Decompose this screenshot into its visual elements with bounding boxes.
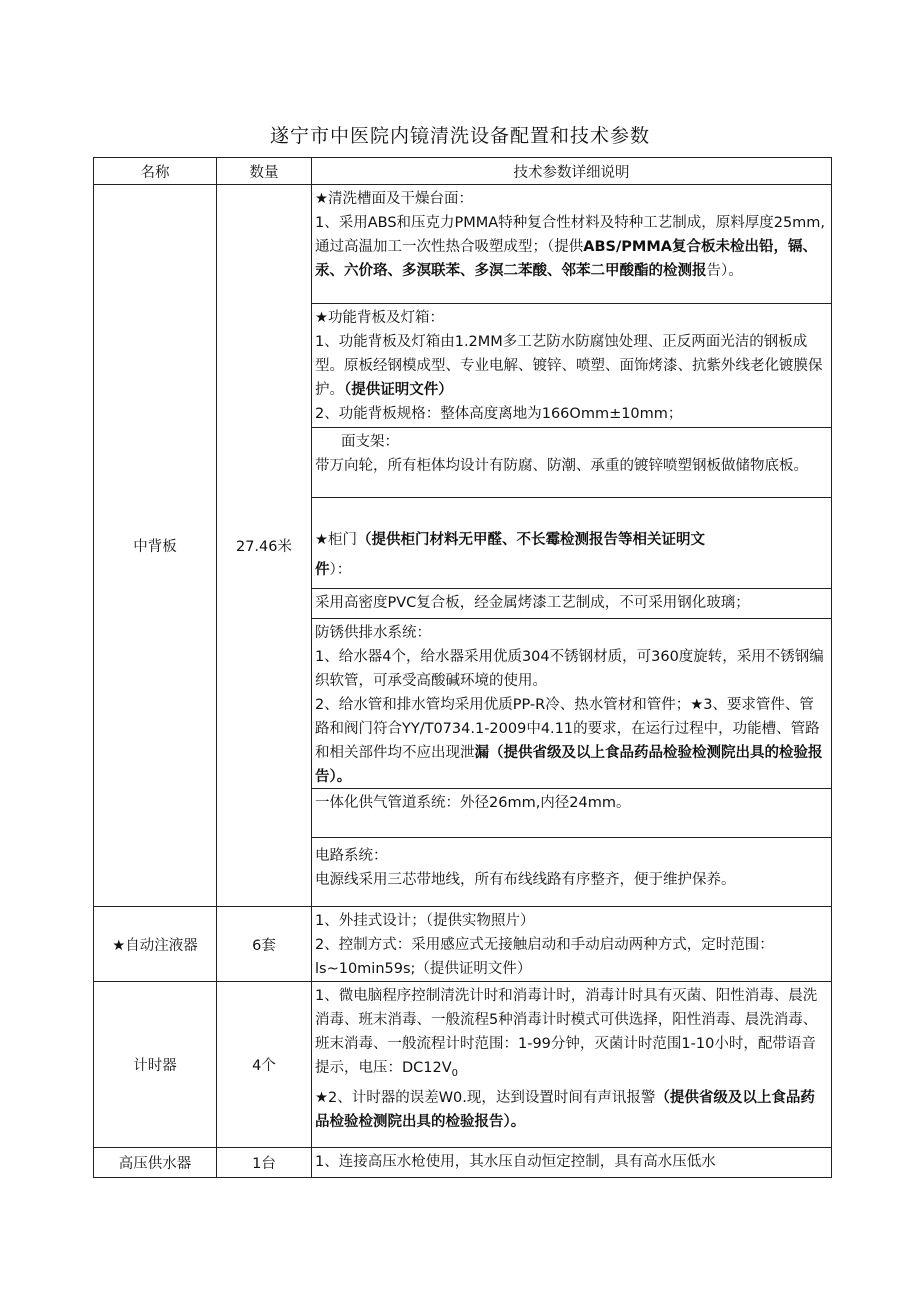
spec-line: 2、功能背板规格：整体高度离地为166Omm±10mm； [315,406,683,422]
spec-line: 防锈供排水系统： [315,625,431,641]
table-row [94,907,832,982]
spec-section [312,589,831,619]
spec-bold: （提供柜门材料无甲醛、不长霉检测报告等相关证明文 [357,532,705,548]
row-name: 计时器 [94,982,217,1148]
spec-section [312,619,831,789]
spec-line: 2、控制方式：采用感应式无接触启动和手动启动两种方式，定时范围：ls~10min59s;（提供证明文件） [315,937,774,977]
spec-bold: （提供证明文件） [344,382,453,398]
spec-section [312,907,831,981]
spec-section [312,304,831,428]
spec-section [312,982,831,1147]
table-row [94,982,832,1148]
table-header-row [94,158,832,185]
spec-line [315,330,828,402]
row-qty: 6套 [217,907,312,982]
row-name: 高压供水器 [94,1148,217,1178]
document-title: 遂宁市中医院内镜清洗设备配置和技术参数 [269,125,650,147]
spec-line: ★清洗槽面及干燥台面： [315,191,473,207]
spec-line: 电路系统： [315,848,388,864]
spec-line: 1、连接高压水枪使用，其水压自动恒定控制，具有高水压低水 [315,1154,716,1170]
row-name: 中背板 [94,185,217,907]
spec-line [315,693,828,789]
spec-line: ★功能背板及灯箱： [315,310,444,326]
spec-text: 2、给水管和排水管均采用优质PP-R冷、热水管材和管件；★3、要求管件、管路和阀门符合YY/T0734.1-2009中4.11的要求，在运行过程中，功能槽、管路和相关部件均不应出现泄 [315,697,820,761]
row-qty: 27.46米 [217,185,312,907]
spec-line [315,528,828,552]
spec-text: 1、微电脑程序控制清洗计时和消毒计时，消毒计时具有灭菌、阳性消毒、晨洗消毒、班末消毒、一般流程5种消毒计时模式可供选择，阳性消毒、晨洗消毒、班末消毒、一般流程计时范围：1-99分钟，灭菌计时范围1-10小时，配带语音提示，电压：DC12V [315,988,818,1076]
row-name: ★自动注液器 [94,907,217,982]
spec-text: ★2、计时器的误差W0.现，达到设置时间有声讯报警 [315,1089,656,1106]
spec-text: ）： [329,562,352,578]
row-detail [312,1148,832,1178]
spec-line: 带万向轮，所有柜体均设计有防腐、防潮、承重的镀锌喷塑钢板做储物底板。 [315,458,808,474]
spec-section [312,789,831,838]
spec-line: 采用高密度PVC复合板，经金属烤漆工艺制成，不可采用钢化玻璃； [315,595,750,611]
spec-line [315,984,828,1086]
row-detail [312,907,832,982]
spec-subscript: 0 [451,1067,459,1079]
spec-section [312,428,831,498]
table-row [94,1148,832,1178]
header-name: 名称 [94,158,217,185]
spec-section [312,498,831,589]
spec-section [312,1148,831,1177]
spec-text: ★柜门 [315,532,357,548]
header-qty: 数量 [217,158,312,185]
spec-line: 电源线采用三芯带地线，所有布线线路有序整齐，便于维护保养。 [315,872,736,888]
spec-line [315,211,828,283]
spec-bold: （提供省级及以上食品药品检验检测院出具的检验报告）。 [315,1089,815,1130]
spec-section [312,185,831,304]
spec-line: 1、给水器4个，给水器采用优质304不锈钢材质，可360度旋转，采用不锈钢编织软管，可承受高酸碱环境的使用。 [315,649,824,689]
spec-line: 1、外挂式设计；（提供实物照片） [315,913,535,929]
spec-line: 一体化供气管道系统：外径26mm,内径24mm。 [315,795,631,811]
row-detail [312,982,832,1148]
spec-section [312,838,831,906]
spec-text: 1、采用ABS和压克力PMMA特种复合性材料及特种工艺制成，原料厚度25mm,通过高温加工一次性热合吸塑成型；（提供 [315,215,826,255]
spec-line [315,558,828,582]
spec-text: 告）。 [706,263,743,279]
spec-bold: ABS/PMMA复合板未检出铅，镉、汞、六价珞、多溟联苯、多溟二苯酸、邻苯二甲酸酯的检测报 [315,239,817,279]
spec-text: 1、功能背板及灯箱由1.2MM多工艺防水防腐蚀处理、正反两面光洁的钢板成型。原板经钢模成型、专业电解、镀锌、喷塑、面饰烤漆、抗紫外线老化镀膜保护。 [315,334,823,398]
spec-bold: 件 [315,562,330,578]
spec-line [315,1086,828,1134]
spec-table [93,157,832,1178]
spec-bold: 漏（提供省级及以上食品药品检验检测院出具的检验报告）。 [315,745,823,785]
spec-line: 面支架： [341,434,399,450]
header-spec: 技术参数详细说明 [312,158,832,185]
row-detail [312,185,832,907]
table-row [94,185,832,907]
row-qty: 4个 [217,982,312,1148]
row-qty: 1台 [217,1148,312,1178]
